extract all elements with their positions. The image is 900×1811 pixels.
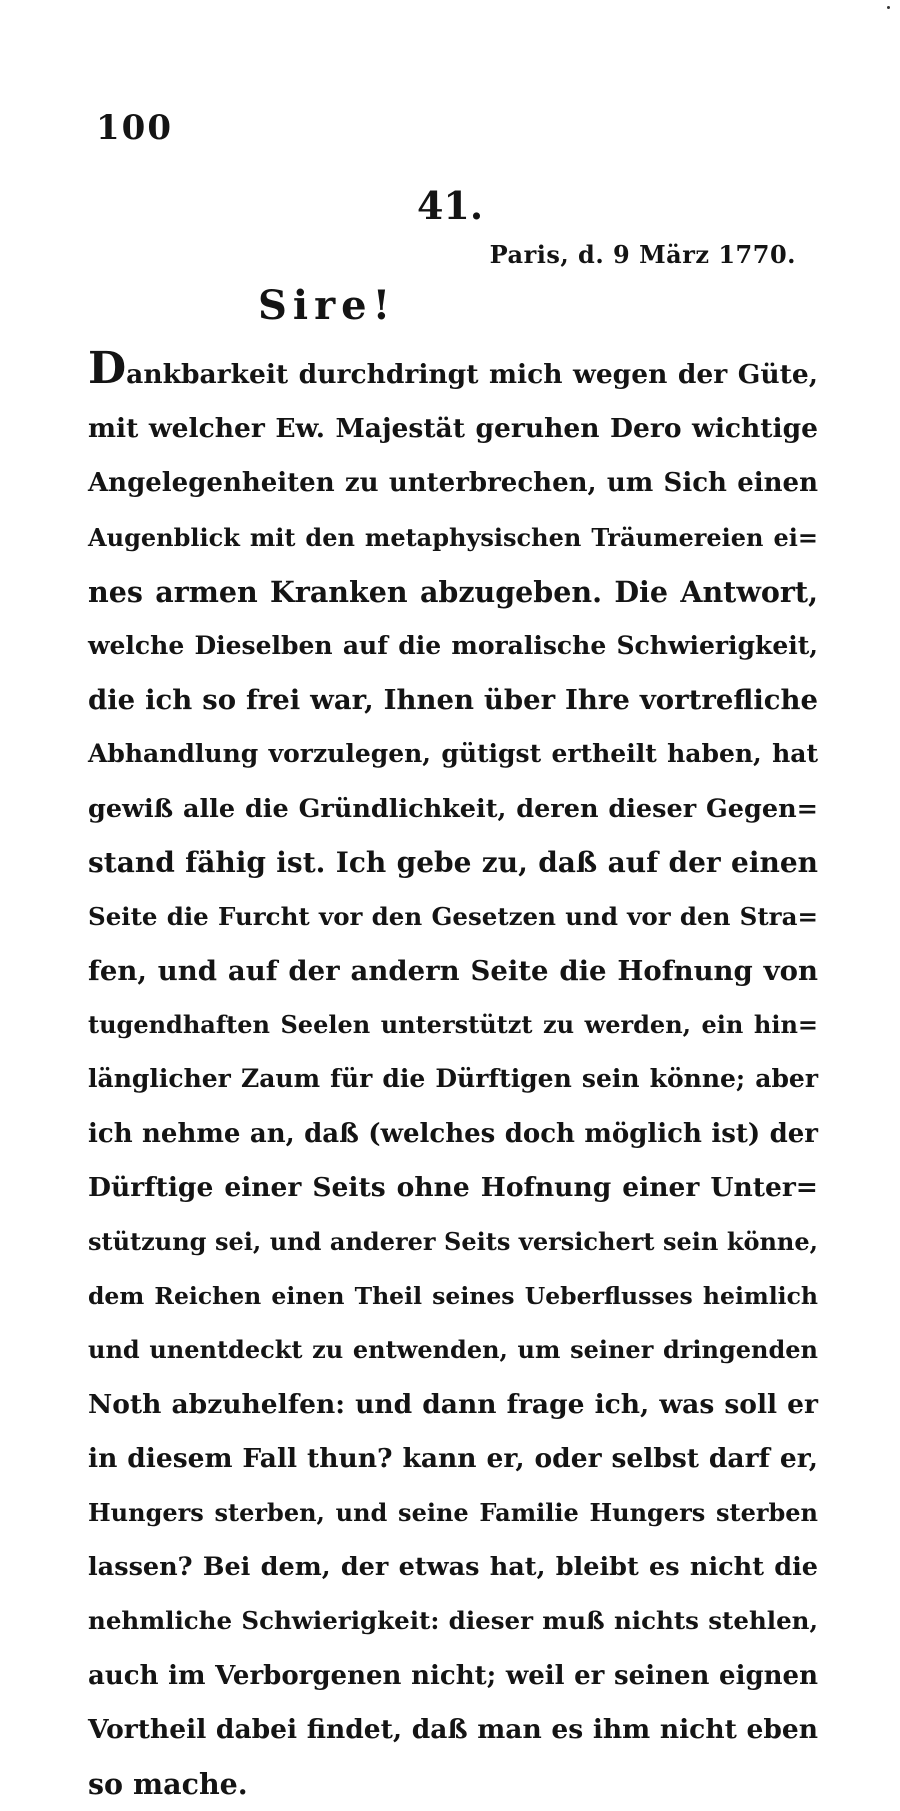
text-line-6: welche Dieselben auf die moralische Schwierigkeit, xyxy=(88,630,818,660)
text-line-3: Angelegenheiten zu unterbrechen, um Sich einen xyxy=(88,468,818,499)
text-line-25: auch im Verborgenen nicht; weil er seinen eignen xyxy=(88,1660,818,1691)
page-number: 100 xyxy=(96,108,173,148)
text-line-4: Augenblick mit den metaphysischen Träumereien ei= xyxy=(88,522,818,552)
text-line-1-rest: ankbarkeit durchdringt mich wegen der Güte, xyxy=(126,359,818,390)
salutation: Sire! xyxy=(258,282,397,329)
text-line-19: und unentdeckt zu entwenden, um seiner dringenden xyxy=(88,1335,818,1365)
text-line-1 xyxy=(88,343,818,402)
paper-speck xyxy=(887,6,890,9)
text-line-11: Seite die Furcht vor den Gesetzen und vor den Stra= xyxy=(88,901,818,931)
text-line-2: mit welcher Ew. Majestät geruhen Dero wichtige xyxy=(88,413,818,445)
text-line-20: Noth abzuhelfen: und dann frage ich, was soll er xyxy=(88,1388,818,1420)
text-line-8: Abhandlung vorzulegen, gütigst ertheilt haben, hat xyxy=(88,739,818,769)
text-line-17: stützung sei, und anderer Seits versichert sein könne, xyxy=(88,1227,818,1256)
text-line-14: länglicher Zaum für die Dürftigen sein könne; aber xyxy=(88,1064,818,1094)
text-line-15: ich nehme an, daß (welches doch möglich ist) der xyxy=(88,1118,818,1149)
text-line-26: Vortheil dabei findet, daß man es ihm nicht eben xyxy=(88,1713,818,1745)
text-line-13: tugendhaften Seelen unterstützt zu werden, ein hin= xyxy=(88,1010,818,1040)
text-line-22: Hungers sterben, und seine Familie Hungers sterben xyxy=(88,1497,818,1527)
letter-body xyxy=(88,343,818,1811)
dateline: Paris, d. 9 März 1770. xyxy=(489,240,796,269)
letter-number: 41. xyxy=(416,183,484,228)
text-line-12: fen, und auf der andern Seite die Hofnung von xyxy=(88,955,818,988)
text-line-24: nehmliche Schwierigkeit: dieser muß nichts stehlen, xyxy=(88,1606,818,1636)
text-line-10: stand fähig ist. Ich gebe zu, daß auf der einen xyxy=(88,845,818,879)
text-line-7: die ich so frei war, Ihnen über Ihre vortrefliche xyxy=(88,684,818,717)
text-line-16: Dürftige einer Seits ohne Hofnung einer Unter= xyxy=(88,1171,818,1203)
text-line-23: lassen? Bei dem, der etwas hat, bleibt es nicht die xyxy=(88,1552,818,1583)
drop-cap: D xyxy=(88,343,127,394)
text-line-5: nes armen Kranken abzugeben. Die Antwort, xyxy=(88,574,818,609)
text-line-21: in diesem Fall thun? kann er, oder selbst darf er, xyxy=(88,1442,818,1474)
text-line-27: so mache. xyxy=(88,1766,248,1801)
text-line-18: dem Reichen einen Theil seines Ueberflusses heimlich xyxy=(88,1282,818,1311)
text-line-9: gewiß alle die Gründlichkeit, deren dieser Gegen= xyxy=(88,793,818,824)
